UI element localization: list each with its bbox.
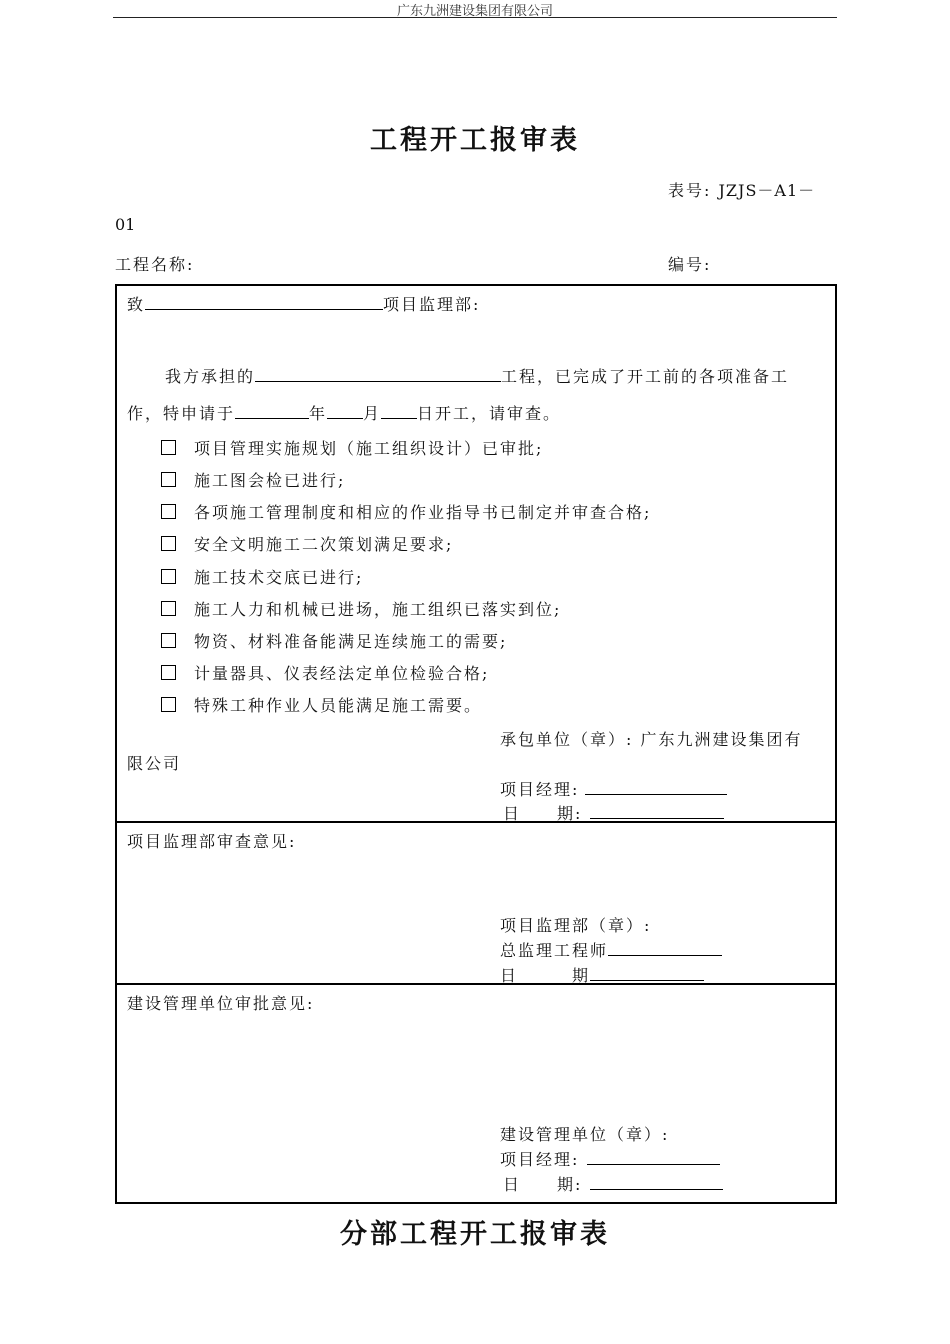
chief-engineer-line <box>500 938 722 961</box>
chief-engineer-blank[interactable] <box>608 939 722 956</box>
contractor-label: 承包单位（章）: 广东九洲建设集团有 <box>500 730 803 749</box>
section-divider <box>117 821 835 823</box>
year-blank[interactable] <box>235 402 309 419</box>
owner-manager-line <box>500 1147 720 1170</box>
checkbox-icon[interactable] <box>161 665 176 680</box>
checklist-item-label: 施工人力和机械已进场，施工组织已落实到位; <box>194 600 562 619</box>
date-label: 日 期: <box>503 804 583 823</box>
addressee-prefix: 致 <box>127 295 146 314</box>
checklist-item-label: 施工技术交底已进行; <box>194 568 364 587</box>
checkbox-icon[interactable] <box>161 697 176 712</box>
checklist-item[interactable] <box>161 468 345 491</box>
approval-form-table <box>115 284 837 1204</box>
owner-stamp-label: 建设管理单位（章）: <box>500 1125 670 1144</box>
supervision-review-heading: 项目监理部审查意见: <box>127 832 297 851</box>
addressee-blank[interactable] <box>145 293 383 310</box>
checkbox-icon[interactable] <box>161 601 176 616</box>
date-label: 日 期 <box>500 966 591 985</box>
request-paragraph-line1 <box>165 364 789 387</box>
day-blank[interactable] <box>381 402 417 419</box>
checkbox-icon[interactable] <box>161 440 176 455</box>
manager-signature-blank[interactable] <box>587 1148 720 1165</box>
checkbox-icon[interactable] <box>161 569 176 584</box>
month-blank[interactable] <box>327 402 363 419</box>
section-divider <box>117 983 835 985</box>
serial-number-label: 编号: <box>668 255 712 274</box>
header-divider <box>113 17 837 18</box>
checkbox-icon[interactable] <box>161 536 176 551</box>
checkbox-icon[interactable] <box>161 633 176 648</box>
checklist-item-label: 各项施工管理制度和相应的作业指导书已制定并审查合格; <box>194 503 652 522</box>
para-suffix: 工程，已完成了开工前的各项准备工 <box>501 367 790 386</box>
checklist-item-label: 安全文明施工二次策划满足要求; <box>194 535 454 554</box>
request-paragraph-line2 <box>127 401 561 424</box>
form-number <box>668 178 815 201</box>
chief-engineer-label: 总监理工程师 <box>500 941 609 960</box>
date-blank[interactable] <box>590 802 724 819</box>
line2-prefix: 作，特申请于 <box>127 404 236 423</box>
page-header-company: 广东九洲建设集团有限公司 <box>396 4 553 19</box>
date-blank[interactable] <box>590 964 704 981</box>
checklist-item[interactable] <box>161 661 489 684</box>
month-label: 月 <box>363 404 382 423</box>
manager-label: 项目经理: <box>500 1150 580 1169</box>
checklist-item[interactable] <box>161 500 651 523</box>
year-label: 年 <box>309 404 328 423</box>
checklist-item[interactable] <box>161 565 363 588</box>
owner-approval-heading: 建设管理单位审批意见: <box>127 994 315 1013</box>
date-blank[interactable] <box>590 1173 723 1190</box>
checklist-item-label: 特殊工种作业人员能满足施工需要。 <box>194 696 483 715</box>
form-title: 工程开工报审表 <box>370 125 580 156</box>
day-label: 日开工，请审查。 <box>417 404 562 423</box>
checklist-item-label: 项目管理实施规划（施工组织设计）已审批; <box>194 439 544 458</box>
checkbox-icon[interactable] <box>161 472 176 487</box>
checklist-item-label: 施工图会检已进行; <box>194 471 346 490</box>
checkbox-icon[interactable] <box>161 504 176 519</box>
form-number-label: 表号: <box>668 181 712 200</box>
para-prefix: 我方承担的 <box>165 367 256 386</box>
project-blank[interactable] <box>255 365 501 382</box>
addressee-suffix: 项目监理部: <box>383 295 481 314</box>
checklist-item[interactable] <box>161 629 507 652</box>
date-label: 日 期: <box>503 1175 583 1194</box>
form-number-value: JZJS－A1－ <box>718 181 816 200</box>
owner-date-line <box>503 1172 723 1195</box>
form-number-continued: 01 <box>115 215 136 234</box>
addressee-line <box>127 292 480 315</box>
checklist-item[interactable] <box>161 693 482 716</box>
manager-signature-blank[interactable] <box>585 778 727 795</box>
checklist-item-label: 物资、材料准备能满足连续施工的需要; <box>194 632 508 651</box>
checklist-item[interactable] <box>161 436 543 459</box>
project-name-label: 工程名称: <box>115 255 195 274</box>
checklist-item-label: 计量器具、仪表经法定单位检验合格; <box>194 664 490 683</box>
contractor-manager-line <box>500 777 727 800</box>
next-form-title: 分部工程开工报审表 <box>340 1219 610 1250</box>
manager-label: 项目经理: <box>500 780 580 799</box>
checklist-item[interactable] <box>161 532 453 555</box>
checklist-item[interactable] <box>161 597 561 620</box>
contractor-label-continued: 限公司 <box>127 754 182 773</box>
supervision-stamp-label: 项目监理部（章）: <box>500 916 652 935</box>
